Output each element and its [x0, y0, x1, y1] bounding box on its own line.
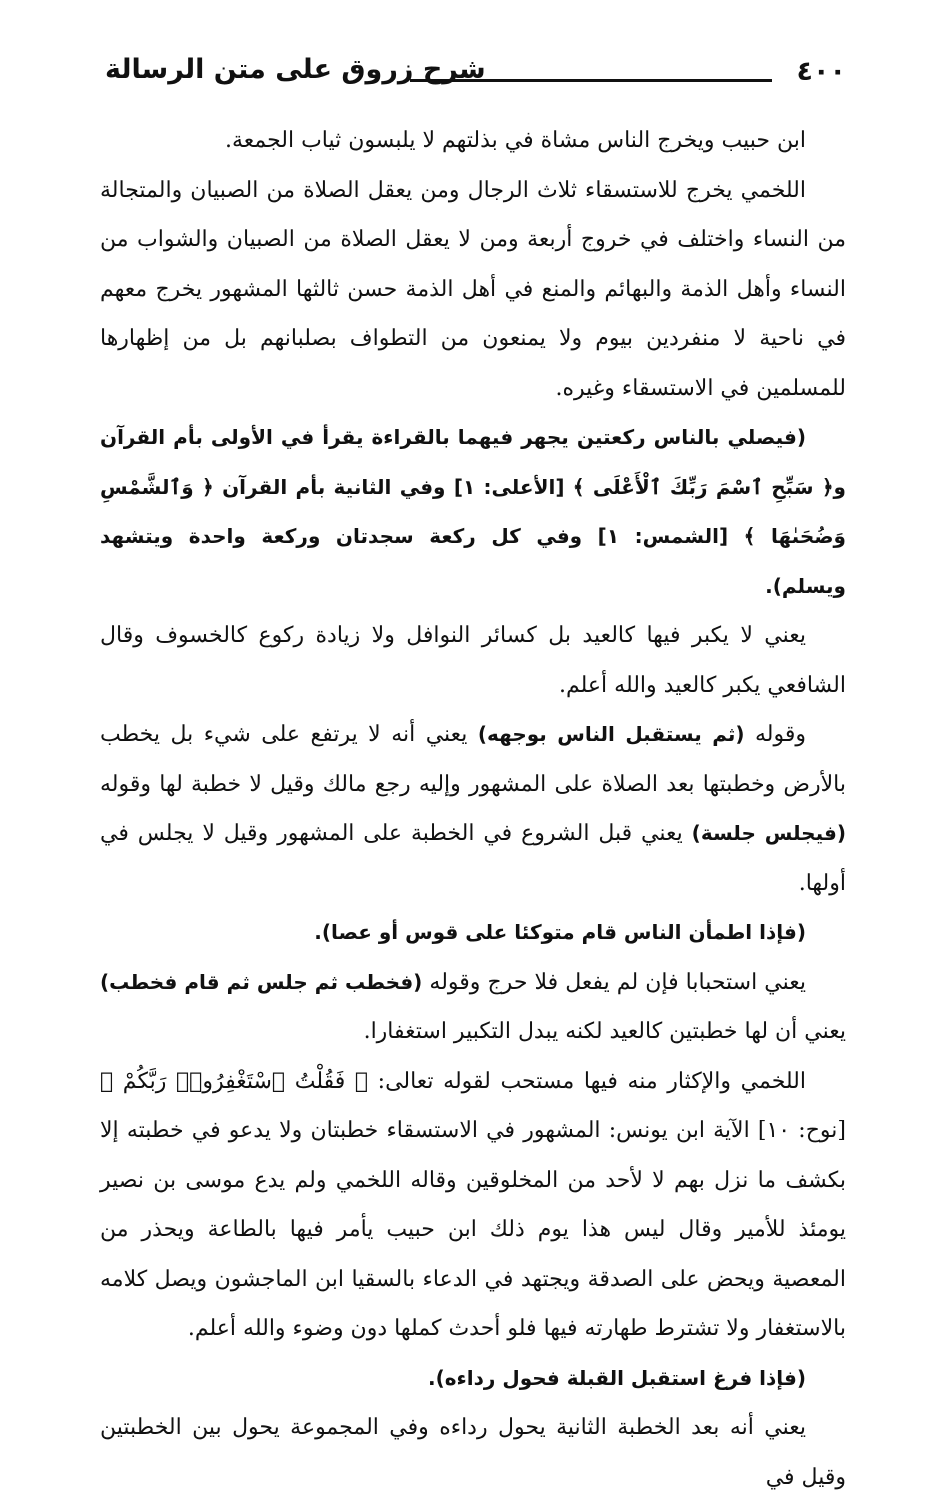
matn-quote-inline-3: (فخطب ثم جلس ثم قام فخطب) — [100, 969, 423, 994]
paragraph-7-text-a: يعني استحبابا فإن لم يفعل فلا حرج وقوله — [422, 969, 806, 995]
paragraph-4-text: يعني لا يكبر فيها كالعيد بل كسائر النوافل ولا زيادة ركوع كالخسوف وقال الشافعي يكبر كالعيد والله أعلم. — [100, 623, 846, 698]
paragraph-4 — [100, 611, 846, 710]
paragraph-8 — [100, 1057, 846, 1354]
matn-quote-standing — [100, 908, 846, 958]
paragraph-8-text: اللخمي والإكثار منه فيها مستحب لقوله تعالى: ﴿ فَقُلْتُ ٱسْتَغْفِرُوا۟ رَبَّكُمْ ﴾ [نوح: ١٠] الآية ابن يونس: المشهور في الاستسقاء خطبتان ولا يدعو في خطبته إلا بكشف ما نزل بهم لا لأحد من المخلوقين وقاله اللخمي ولم يدع موسى بن نصير يومئذ للأمير وقال ليس هذا يوم ذلك ابن حبيب يأمر فيها بالطاعة ويحذر من المعصية ويحض على الصدقة ويجتهد في الدعاء بالسقيا ابن الماجشون ويصل كلامه بالاستغفار ولا تشترط طهارته فيها فلو أحدث كملها دون وضوء والله أعلم. — [100, 1068, 846, 1341]
paragraph-5 — [100, 710, 846, 908]
paragraph-7 — [100, 958, 846, 1057]
matn-quote-qibla — [100, 1354, 846, 1404]
matn-quote-prayer — [100, 413, 846, 611]
paragraph-7-text-b: يعني أن لها خطبتين كالعيد لكنه يبدل التكبير استغفارا. — [363, 1019, 846, 1044]
matn-quote-prayer-text: (فيصلي بالناس ركعتين يجهر فيهما بالقراءة يقرأ في الأولى بأم القرآن و﴿ سَبِّحِ ٱسْمَ رَبِّكَ ٱلْأَعْلَى ﴾ [الأعلى: ١] وفي الثانية بأم القرآن ﴿ وَٱلشَّمْسِ وَضُحَىٰهَا ﴾ [الشمس: ١] وفي كل ركعة سجدتان وركعة واحدة ويتشهد ويسلم). — [100, 425, 846, 598]
paragraph-1-text: ابن حبيب ويخرج الناس مشاة في بذلتهم لا يلبسون ثياب الجمعة. — [224, 128, 806, 153]
paragraph-10-text: يعني أنه بعد الخطبة الثانية يحول رداءه وفي المجموعة يحول بين الخطبتين وقيل في — [100, 1415, 846, 1490]
matn-quote-inline-1: (ثم يستقبل الناس بوجهه) — [477, 722, 745, 746]
matn-quote-inline-2: (فيجلس جلسة) — [691, 821, 846, 845]
page-header — [105, 52, 846, 102]
matn-quote-qibla-text: (فإذا فرغ استقبل القبلة فحول رداءه). — [428, 1365, 806, 1390]
paragraph-5-text-a: وقوله — [744, 722, 807, 747]
paragraph-5-text-c: يعني قبل الشروع في الخطبة على المشهور وقيل لا يجلس في أولها. — [100, 821, 846, 896]
page-body — [100, 116, 846, 1502]
paragraph-5-text-b: يعني أنه لا يرتفع على شيء بل يخطب بالأرض وخطبتها بعد الصلاة على المشهور وإليه رجع مالك وقيل لا خطبة لها وقوله — [100, 722, 846, 797]
matn-quote-standing-text: (فإذا اطمأن الناس قام متوكئا على قوس أو عصا). — [314, 920, 806, 944]
paragraph-2-text: اللخمي يخرج للاستسقاء ثلاث الرجال ومن يعقل الصلاة من الصبيان والمتجالة من النساء واختلف في خروج أربعة ومن لا يعقل الصلاة من الصبيان والشواب من النساء وأهل الذمة والبهائم والمنع في أهل الذمة حسن ثالثها المشهور يخرج معهم في ناحية لا منفردين بيوم ولا يمنعون من التطواف بصلبانهم بل من إظهارها للمسلمين في الاستسقاء وغيره. — [100, 177, 846, 401]
paragraph-10 — [100, 1403, 846, 1502]
running-title: شرح زروق على متن الرسالة — [105, 54, 486, 85]
paragraph-2 — [100, 166, 846, 414]
paragraph-1 — [100, 116, 846, 166]
page-number: ٤٠٠ — [796, 56, 846, 87]
